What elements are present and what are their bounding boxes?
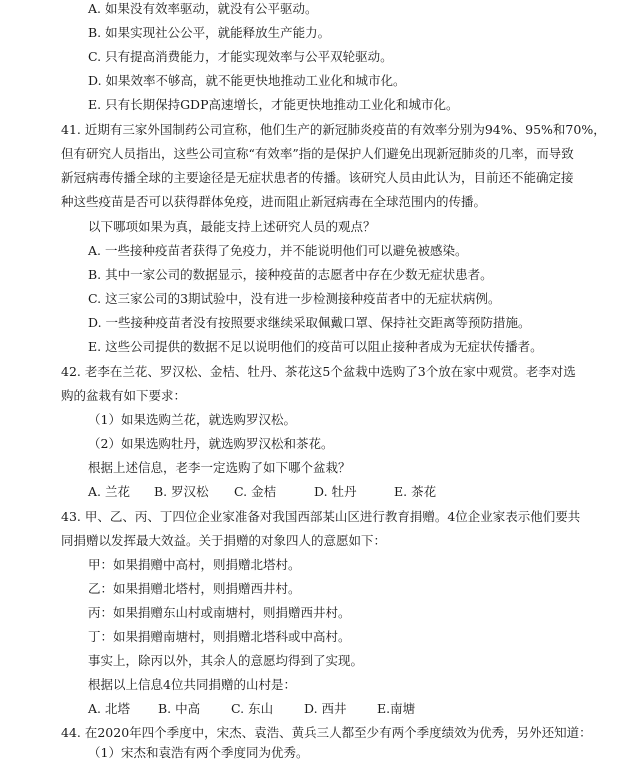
q44-stem-line-1: 44. 在2020年四个季度中，宋杰、袁浩、黄兵三人都至少有两个季度绩效为优秀，另外还知道：	[61, 725, 592, 740]
q43-wish-yi: 乙：如果捐赠北塔村，则捐赠西井村。	[88, 581, 301, 596]
q44-condition-1: （1）宋杰和袁浩有两个季度同为优秀。	[88, 745, 309, 760]
q41-stem-line-3: 新冠病毒传播全球的主要途径是无症状患者的传播。该研究人员由此认为，目前还不能确定接	[61, 170, 574, 185]
q43-option-a: A. 北塔	[88, 701, 130, 716]
q43-stem-line-2: 同捐赠以发挥最大效益。关于捐赠的对象四人的意愿如下：	[61, 533, 387, 548]
q43-fact: 事实上，除丙以外，其余人的意愿均得到了实现。	[88, 653, 364, 668]
q42-stem-line-1: 42. 老李在兰花、罗汉松、金桔、牡丹、茶花这5个盆栽中选购了3个放在家中观赏。老李对选	[61, 364, 576, 379]
q42-option-a: A. 兰花	[88, 484, 130, 499]
q42-options	[88, 484, 436, 500]
q41-stem-line-4: 种这些疫苗是否可以获得群体免疫，进而阻止新冠病毒在全球范围内的传播。	[61, 194, 487, 209]
q43-option-c: C. 东山	[231, 701, 274, 716]
q43-wish-bing: 丙：如果捐赠东山村或南塘村，则捐赠西井村。	[88, 605, 351, 620]
q42-option-d: D. 牡丹	[314, 484, 357, 499]
prev-option-c: C. 只有提高消费能力，才能实现效率与公平双轮驱动。	[88, 49, 393, 64]
q41-stem-line-2: 但有研究人员指出，这些公司宣称“有效率”指的是保护人们避免出现新冠肺炎的几率，而导致	[61, 146, 574, 161]
q43-wish-jia: 甲：如果捐赠中高村，则捐赠北塔村。	[88, 557, 301, 572]
q42-condition-2: （2）如果选购牡丹，就选购罗汉松和茶花。	[88, 436, 334, 451]
q41-question: 以下哪项如果为真，最能支持上述研究人员的观点？	[88, 219, 376, 234]
q42-option-c: C. 金桔	[234, 484, 277, 499]
q43-question: 根据以上信息4位共同捐赠的山村是：	[88, 677, 296, 692]
q43-stem-line-1: 43. 甲、乙、丙、丁四位企业家准备对我国西部某山区进行教育捐赠。4位企业家表示他们要共	[61, 509, 581, 524]
q42-question: 根据上述信息，老李一定选购了如下哪个盆栽？	[88, 460, 351, 475]
q41-option-e: E. 这些公司提供的数据不足以说明他们的疫苗可以阻止接种者成为无症状传播者。	[88, 339, 543, 354]
q43-options	[88, 701, 415, 717]
q41-option-c: C. 这三家公司的3期试验中，没有进一步检测接种疫苗者中的无症状病例。	[88, 291, 501, 306]
q42-condition-1: （1）如果选购兰花，就选购罗汉松。	[88, 412, 296, 427]
q43-option-d: D. 西井	[304, 701, 347, 716]
prev-option-a: A. 如果没有效率驱动，就没有公平驱动。	[88, 1, 318, 16]
q43-wish-ding: 丁：如果捐赠南塘村，则捐赠北塔科或中高村。	[88, 629, 351, 644]
q43-option-e: E.南塘	[377, 701, 416, 716]
prev-option-b: B. 如果实现社公公平，就能释放生产能力。	[88, 25, 331, 40]
q41-option-d: D. 一些接种疫苗者没有按照要求继续采取佩戴口罩、保持社交距离等预防措施。	[88, 315, 531, 330]
q41-option-a: A. 一些接种疫苗者获得了免疫力，并不能说明他们可以避免被感染。	[88, 243, 468, 258]
prev-option-d: D. 如果效率不够高，就不能更快地推动工业化和城市化。	[88, 73, 406, 88]
q41-stem-line-1: 41. 近期有三家外国制药公司宣称，他们生产的新冠肺炎疫苗的有效率分别为94%、95%和70%，	[61, 122, 606, 137]
q42-stem-line-2: 购的盆栽有如下要求：	[61, 388, 187, 403]
q42-option-e: E. 茶花	[394, 484, 437, 499]
q41-option-b: B. 其中一家公司的数据显示，接种疫苗的志愿者中存在少数无症状患者。	[88, 267, 493, 282]
q43-option-b: B. 中高	[158, 701, 201, 716]
q42-option-b: B. 罗汉松	[154, 484, 209, 499]
prev-option-e: E. 只有长期保持GDP高速增长，才能更快地推动工业化和城市化。	[88, 97, 459, 112]
